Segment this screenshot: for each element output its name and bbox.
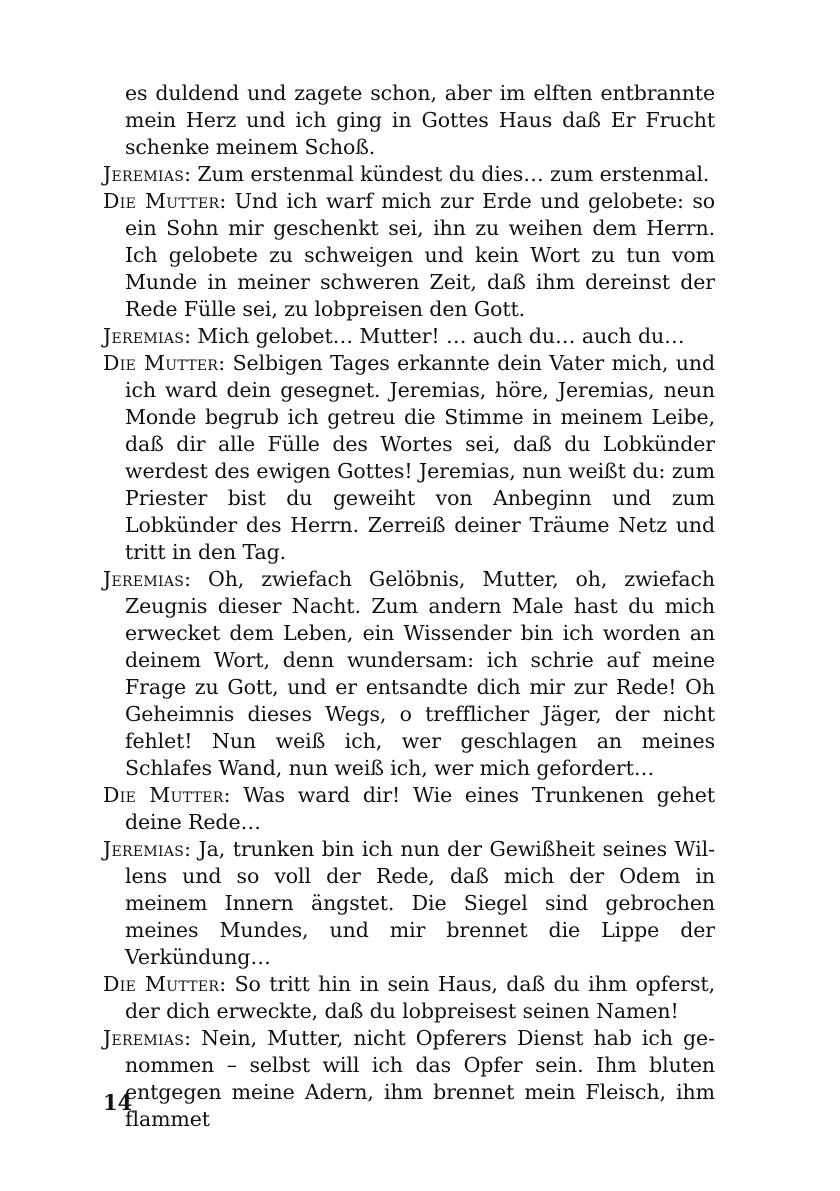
speech-text: Zum erstenmal kündest du dies… zum erstenmal. xyxy=(197,162,710,186)
speech-text: Ja, trunken bin ich nun der Gewißheit seines Willens und so voll der Rede, daß mich der Odem in meinem Innern ängstet. Die Siegel sind gebrochen meines Mundes, und mir brennet die Lippe der Verkündung… xyxy=(125,837,715,969)
speaker-separator: : xyxy=(184,837,199,861)
speaker-separator: : xyxy=(223,783,244,807)
speaker-separator: : xyxy=(184,1026,202,1050)
speaker-name: Die Mutter xyxy=(103,783,224,807)
speaker-name: Jeremias xyxy=(103,324,185,348)
speech xyxy=(103,1025,715,1133)
speech xyxy=(103,971,715,1025)
speech-text: Selbigen Tages erkannte dein Vater mich, und ich ward dein gesegnet. Jeremias, höre, Jeremias, neun Monde begrub ich getreu die Stimme in meinem Leibe, daß dir alle Fülle des Wortes sei, daß du Lobkünder werdest des ewigen Gottes! Jeremias, nun weißt du: zum Priester bist du geweiht von Anbeginn und zum Lobkünder des Herrn. Zerreiß deiner Träume Netz und tritt in den Tag. xyxy=(125,351,715,564)
speaker-name: Jeremias xyxy=(103,837,185,861)
page-number: 14 xyxy=(103,1090,133,1115)
speaker-name: Die Mutter xyxy=(103,972,220,996)
speech xyxy=(103,566,715,782)
speaker-separator: : xyxy=(184,162,198,186)
speech-text: Und ich warf mich zur Erde und gelobete: so ein Sohn mir geschenkt sei, ihn zu weihen dem Herrn. Ich gelobete zu schweigen und kein Wort zu tun vom Munde in meiner schweren Zeit, daß ihm dereinst der Rede Fülle sei, zu lobpreisen den Gott. xyxy=(125,189,715,321)
speech xyxy=(103,188,715,323)
speaker-name: Die Mutter xyxy=(103,189,220,213)
speaker-separator: : xyxy=(219,972,235,996)
speech-text: Nein, Mutter, nicht Opferers Dienst hab ich genommen – selbst will ich das Opfer sein. Ihm bluten entgegen meine Adern, ihm brennet mein Fleisch, ihm flammet xyxy=(125,1026,716,1131)
speaker-name: Jeremias xyxy=(103,162,185,186)
speech-text: Mich gelobet… Mutter! … auch du… auch du… xyxy=(197,324,685,348)
speech-text: es duldend und zagete schon, aber im elften entbrannte mein Herz und ich ging in Gottes Haus daß Er Frucht schenke meinem Schoß. xyxy=(125,81,715,159)
speaker-name: Die Mutter xyxy=(103,351,219,375)
speaker-name: Jeremias xyxy=(103,567,185,591)
page-text xyxy=(103,80,715,1133)
speech-text: So tritt hin in sein Haus, daß du ihm opferst, der dich erweckte, daß du lobpreisest seinen Namen! xyxy=(125,972,715,1023)
speaker-separator: : xyxy=(219,189,235,213)
speaker-separator: : xyxy=(218,351,233,375)
speech xyxy=(103,323,715,350)
speech xyxy=(103,161,715,188)
speech xyxy=(103,782,715,836)
speaker-separator: : xyxy=(184,324,198,348)
speech-text: Oh, zwiefach Gelöbnis, Mutter, oh, zwiefach Zeugnis dieser Nacht. Zum andern Male hast du mich erwecket dem Leben, ein Wissender bin ich worden an deinem Wort, denn wundersam: ich schrie auf meine Frage zu Gott, und er entsandte dich mir zur Rede! Oh Geheimnis dieses Wegs, o trefflicher Jäger, der nicht fehlet! Nun weiß ich, wer geschlagen an meines Schlafes Wand, nun weiß ich, wer mich gefordert… xyxy=(125,567,715,780)
speaker-separator: : xyxy=(184,567,208,591)
speaker-name: Jeremias xyxy=(103,1026,185,1050)
speech-text: Was ward dir! Wie eines Trunkenen gehet deine Rede… xyxy=(125,783,715,834)
speech-continuation xyxy=(103,80,715,161)
speech xyxy=(103,836,715,971)
speech xyxy=(103,350,715,566)
